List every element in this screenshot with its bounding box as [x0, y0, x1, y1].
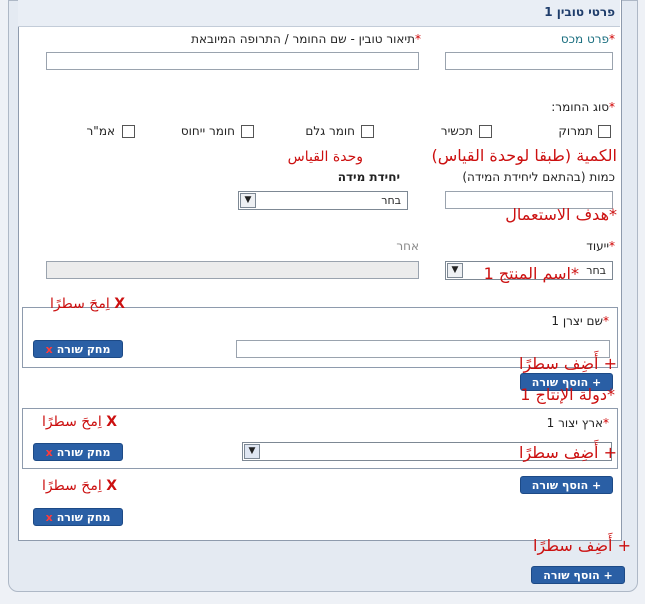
delete-row-button[interactable] [33, 340, 123, 358]
unit-select[interactable] [238, 191, 408, 210]
other-label: אחר [396, 239, 419, 253]
annotation-purpose-text: هدف الاستعمال [505, 205, 609, 224]
checkbox-amr[interactable] [122, 125, 135, 138]
required-star: * [609, 32, 615, 46]
delete-row-button[interactable] [33, 443, 123, 461]
other-input [46, 261, 419, 279]
annotation-add-row [519, 443, 617, 462]
purpose-label-text: ייעוד [586, 239, 609, 253]
annotation-country [520, 385, 615, 404]
annotation-delete-row [42, 478, 117, 494]
add-item-row-button[interactable]: + הוסף שורה [531, 566, 625, 584]
annotation-delete-row-text: اِمحَ سطرًا [42, 478, 102, 494]
chevron-down-icon[interactable]: ▼ [447, 263, 463, 278]
annotation-delete-row [50, 296, 125, 312]
annotation-add-row-text: أَضِف سطرًا [519, 354, 599, 373]
annotation-star: * [609, 205, 617, 224]
add-manufacturer-row-button[interactable]: + הוסף שורה [520, 373, 613, 391]
close-icon: x [45, 445, 53, 459]
material-type-label [551, 100, 615, 114]
annotation-add-row [519, 354, 617, 373]
customs-item-label-text: פרט מכס [560, 32, 609, 46]
annotation-country-text: دولة الإنتاج 1 [520, 385, 607, 404]
option-raw-material: חומר גלם [305, 124, 355, 138]
delete-row-label: מחק שורה [56, 445, 111, 459]
quantity-label: כמות (בהתאם ליחידת המידה) [462, 170, 615, 184]
annotation-x: X [106, 478, 117, 494]
checkbox-preparation[interactable] [479, 125, 492, 138]
unit-label: יחידת מידה [337, 170, 400, 184]
section-title-bar [18, 0, 620, 27]
annotation-plus: + [617, 536, 631, 555]
required-star: * [609, 239, 615, 253]
chevron-down-icon[interactable]: ▼ [240, 193, 256, 208]
add-country-row-button[interactable]: + הוסף שורה [520, 476, 613, 494]
goods-desc-input[interactable] [46, 52, 419, 70]
annotation-add-row [533, 536, 631, 555]
delete-row-label: מחק שורה [56, 342, 111, 356]
customs-item-input[interactable] [445, 52, 613, 70]
manufacturer-label [551, 314, 609, 328]
checkbox-cosmetic[interactable] [598, 125, 611, 138]
annotation-plus: + [603, 443, 617, 462]
annotation-purpose [505, 205, 617, 224]
annotation-plus: + [603, 354, 617, 373]
annotation-delete-row-text: اِمحَ سطرًا [50, 296, 110, 312]
option-cosmetic: תמרוק [558, 124, 593, 138]
close-icon: x [45, 510, 53, 524]
required-star: * [609, 100, 615, 114]
goods-desc-label [191, 32, 421, 46]
annotation-x: X [106, 414, 117, 430]
annotation-delete-row-text: اِمحَ سطرًا [42, 414, 102, 430]
goods-desc-label-text: תיאור טובין - שם החומר / התרופה המיובאת [191, 32, 415, 46]
option-amr: אמ"ר [86, 124, 115, 138]
required-star: * [603, 314, 609, 328]
option-preparation: תכשיר [440, 124, 473, 138]
required-star: * [415, 32, 421, 46]
country-label [547, 416, 609, 430]
option-reference-material: חומר ייחוס [180, 124, 235, 138]
section-title: פרטי טובין 1 [544, 5, 615, 19]
delete-item-row-button[interactable] [33, 508, 123, 526]
annotation-x: X [114, 296, 125, 312]
customs-item-label [561, 32, 615, 46]
unit-select-value: בחר [381, 194, 401, 207]
purpose-label [586, 239, 615, 253]
combo-chevron-icon[interactable]: ▼ [244, 444, 260, 459]
annotation-unit: وحدة القياس [287, 149, 363, 165]
annotation-add-row-text: أَضِف سطرًا [533, 536, 613, 555]
delete-row-label: מחק שורה [56, 510, 111, 524]
manufacturer-label-text: שם יצרן 1 [551, 314, 603, 328]
annotation-quantity: الكمية (طبقا لوحدة القياس) [431, 146, 617, 165]
annotation-product-name-text: اسم المنتج 1 [483, 264, 571, 283]
country-label-text: ארץ יצור 1 [546, 416, 603, 430]
material-type-label-text: סוג החומר: [551, 100, 609, 114]
checkbox-raw-material[interactable] [361, 125, 374, 138]
checkbox-reference-material[interactable] [241, 125, 254, 138]
annotation-product-name [484, 264, 579, 283]
annotation-star: * [607, 385, 615, 404]
annotation-star: * [571, 264, 579, 283]
annotation-add-row-text: أَضِف سطرًا [519, 443, 599, 462]
close-icon: x [45, 342, 53, 356]
purpose-select-value: בחר [586, 264, 606, 277]
required-star: * [603, 416, 609, 430]
annotation-delete-row [42, 414, 117, 430]
